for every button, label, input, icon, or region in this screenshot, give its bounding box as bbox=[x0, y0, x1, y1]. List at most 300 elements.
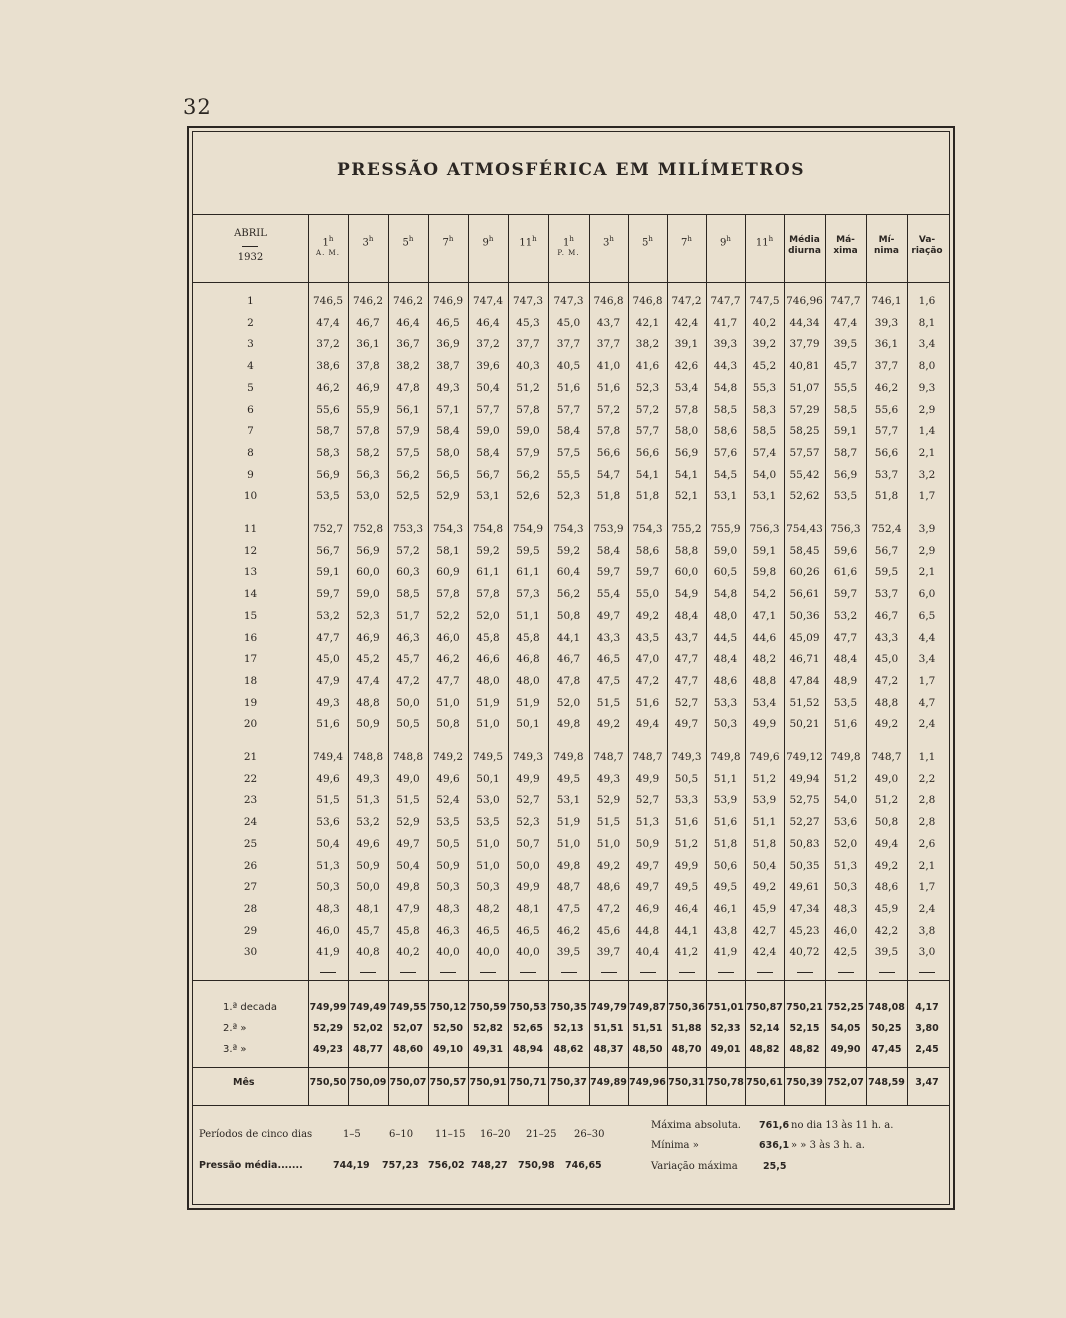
table-cell: 41,7 bbox=[713, 316, 738, 329]
table-cell: 49,6 bbox=[436, 772, 460, 785]
hour-label: 11 bbox=[519, 237, 533, 249]
table-cell: 59,0 bbox=[356, 588, 380, 601]
day-label: 29 bbox=[243, 924, 258, 937]
hour-suffix: h bbox=[687, 235, 692, 243]
table-cell: 45,0 bbox=[316, 653, 340, 666]
hour-header bbox=[388, 234, 428, 248]
table-cell: 51,5 bbox=[596, 696, 621, 709]
table-cell: 56,1 bbox=[396, 403, 420, 416]
table-cell: 753,9 bbox=[593, 523, 624, 535]
table-cell: 52,62 bbox=[789, 490, 820, 503]
table-cell: 52,9 bbox=[436, 490, 460, 503]
hour-label: 1 bbox=[322, 237, 329, 249]
decade-value: 749,55 bbox=[389, 1002, 427, 1013]
stat-header-line1: Mí- bbox=[878, 235, 895, 245]
table-cell: 49,7 bbox=[635, 859, 660, 872]
table-cell: 54,7 bbox=[596, 468, 621, 481]
table-cell: 48,8 bbox=[752, 674, 777, 687]
table-cell: 61,1 bbox=[476, 566, 500, 579]
table-cell: 47,7 bbox=[674, 674, 699, 687]
day-label: 14 bbox=[243, 588, 258, 601]
table-cell: 3,4 bbox=[918, 338, 936, 351]
table-cell: 45,8 bbox=[516, 631, 540, 644]
month-year-divider bbox=[242, 246, 258, 247]
decade-value: 48,50 bbox=[632, 1044, 663, 1055]
table-cell: 58,6 bbox=[635, 544, 660, 557]
table-cell: 46,2 bbox=[556, 924, 581, 937]
table-cell: 2,1 bbox=[918, 446, 936, 459]
hour-suffix: h bbox=[408, 235, 414, 243]
hour-suffix: h bbox=[532, 235, 537, 243]
hour-header bbox=[468, 234, 508, 248]
table-cell: 49,5 bbox=[713, 881, 738, 894]
table-cell: 51,6 bbox=[713, 816, 738, 829]
table-cell: 39,7 bbox=[596, 946, 621, 959]
month-value: 750,07 bbox=[389, 1077, 427, 1088]
table-cell: 38,7 bbox=[436, 360, 460, 373]
table-cell: 49,9 bbox=[516, 772, 540, 785]
table-cell: 57,8 bbox=[516, 403, 540, 416]
table-cell: 49,94 bbox=[789, 772, 820, 785]
table-cell: 51,2 bbox=[874, 794, 899, 807]
table-cell: 54,5 bbox=[713, 468, 738, 481]
table-cell: 49,8 bbox=[556, 859, 581, 872]
table-cell: 51,2 bbox=[752, 772, 777, 785]
table-cell: 54,9 bbox=[674, 588, 699, 601]
table-cell: 37,7 bbox=[516, 338, 540, 351]
hour-suffix: h bbox=[569, 235, 574, 243]
table-cell: 57,3 bbox=[516, 588, 540, 601]
table-cell: 54,1 bbox=[635, 468, 660, 481]
day-label: 2 bbox=[247, 316, 254, 329]
table-cell: 46,7 bbox=[556, 653, 581, 666]
table-cell: 56,9 bbox=[316, 468, 340, 481]
table-cell: 53,9 bbox=[752, 794, 777, 807]
table-cell: 46,7 bbox=[874, 609, 899, 622]
table-cell: 59,7 bbox=[635, 566, 660, 579]
decade-value: 749,99 bbox=[309, 1002, 347, 1013]
table-cell: 4,7 bbox=[918, 696, 936, 709]
month-value: 749,89 bbox=[590, 1077, 627, 1088]
table-cell: 748,7 bbox=[632, 751, 663, 763]
table-cell: 43,5 bbox=[635, 631, 660, 644]
table-cell: 44,3 bbox=[713, 360, 738, 373]
table-cell: 50,3 bbox=[476, 881, 500, 894]
table-cell: 46,5 bbox=[476, 924, 500, 937]
table-cell: 57,8 bbox=[674, 403, 699, 416]
month-value: 750,39 bbox=[786, 1077, 823, 1088]
table-cell: 50,83 bbox=[789, 837, 820, 850]
table-cell: 46,5 bbox=[516, 924, 540, 937]
table-cell: 43,3 bbox=[596, 631, 621, 644]
table-cell: 51,5 bbox=[316, 794, 340, 807]
table-cell: 45,23 bbox=[789, 924, 820, 937]
table-cell: 59,7 bbox=[833, 588, 858, 601]
table-cell: 51,2 bbox=[833, 772, 858, 785]
table-cell: 51,0 bbox=[476, 718, 500, 731]
table-cell: 38,2 bbox=[396, 360, 420, 373]
table-cell: 45,2 bbox=[752, 360, 777, 373]
table-cell: 52,4 bbox=[436, 794, 460, 807]
table-cell: 39,2 bbox=[752, 338, 777, 351]
table-cell: 50,1 bbox=[476, 772, 500, 785]
table-cell: 48,4 bbox=[713, 653, 738, 666]
table-cell: 58,6 bbox=[713, 425, 738, 438]
table-cell: 37,2 bbox=[476, 338, 500, 351]
mean-value: 746,65 bbox=[565, 1160, 602, 1171]
table-cell: 3,8 bbox=[918, 924, 936, 937]
table-cell: 49,2 bbox=[752, 881, 777, 894]
table-cell: 36,1 bbox=[874, 338, 899, 351]
table-cell: 6,5 bbox=[918, 609, 936, 622]
hour-header bbox=[348, 234, 388, 248]
decade-value: 51,51 bbox=[632, 1023, 663, 1034]
table-cell: 51,2 bbox=[516, 381, 540, 394]
table-cell: 59,5 bbox=[516, 544, 540, 557]
table-cell: 45,09 bbox=[789, 631, 820, 644]
empty-dash bbox=[360, 972, 376, 973]
table-cell: 57,2 bbox=[596, 403, 621, 416]
table-cell: 40,0 bbox=[516, 946, 540, 959]
table-cell: 58,25 bbox=[789, 425, 820, 438]
table-cell: 55,42 bbox=[789, 468, 820, 481]
table-cell: 8,0 bbox=[918, 360, 936, 373]
table-cell: 1,7 bbox=[918, 881, 936, 894]
table-cell: 53,1 bbox=[556, 794, 581, 807]
table-cell: 2,8 bbox=[918, 816, 936, 829]
table-cell: 49,3 bbox=[436, 381, 460, 394]
table-cell: 53,4 bbox=[752, 696, 777, 709]
table-cell: 49,0 bbox=[874, 772, 899, 785]
month-value: 750,50 bbox=[309, 1077, 347, 1088]
table-cell: 40,3 bbox=[516, 360, 540, 373]
stat-header bbox=[866, 235, 907, 257]
table-cell: 50,4 bbox=[476, 381, 500, 394]
table-cell: 39,3 bbox=[713, 338, 738, 351]
table-cell: 41,2 bbox=[674, 946, 699, 959]
table-cell: 39,5 bbox=[833, 338, 858, 351]
period-range: 16–20 bbox=[480, 1129, 511, 1140]
table-cell: 42,6 bbox=[674, 360, 699, 373]
table-cell: 61,1 bbox=[516, 566, 540, 579]
stat-header-line1: Média bbox=[789, 235, 820, 245]
table-cell: 58,4 bbox=[596, 544, 621, 557]
table-cell: 748,8 bbox=[392, 751, 424, 763]
hour-suffix: h bbox=[368, 235, 374, 243]
empty-dash bbox=[640, 972, 656, 973]
month-value: 752,07 bbox=[827, 1077, 864, 1088]
table-cell: 56,3 bbox=[356, 468, 380, 481]
table-cell: 47,0 bbox=[635, 653, 660, 666]
table-cell: 747,2 bbox=[671, 295, 702, 307]
table-cell: 51,6 bbox=[596, 381, 621, 394]
decade-value: 50,25 bbox=[871, 1023, 902, 1034]
table-cell: 59,0 bbox=[713, 544, 738, 557]
table-cell: 49,7 bbox=[635, 881, 660, 894]
table-cell: 40,0 bbox=[476, 946, 500, 959]
year-header: 1932 bbox=[237, 252, 264, 263]
table-cell: 53,7 bbox=[874, 588, 899, 601]
table-cell: 46,0 bbox=[316, 924, 340, 937]
table-cell: 56,2 bbox=[396, 468, 420, 481]
table-cell: 47,7 bbox=[833, 631, 858, 644]
table-cell: 749,3 bbox=[512, 751, 544, 763]
table-cell: 59,1 bbox=[833, 425, 858, 438]
decade-value: 52,50 bbox=[432, 1023, 464, 1034]
decade-value: 54,05 bbox=[830, 1023, 861, 1034]
table-cell: 60,0 bbox=[356, 566, 380, 579]
decade-value: 52,82 bbox=[472, 1023, 504, 1034]
table-cell: 49,3 bbox=[596, 772, 621, 785]
hour-label: 5 bbox=[642, 237, 649, 249]
table-cell: 37,79 bbox=[789, 338, 820, 351]
decade-value: 52,15 bbox=[789, 1023, 820, 1034]
table-cell: 45,3 bbox=[516, 316, 540, 329]
abs-min-label: Mínima » bbox=[651, 1140, 699, 1151]
table-cell: 50,5 bbox=[674, 772, 699, 785]
table-cell: 52,3 bbox=[556, 490, 581, 503]
empty-dash bbox=[561, 972, 577, 973]
table-cell: 48,9 bbox=[833, 674, 858, 687]
table-cell: 48,6 bbox=[596, 881, 621, 894]
table-cell: 756,3 bbox=[830, 523, 861, 535]
stat-header bbox=[784, 235, 825, 257]
table-cell: 57,7 bbox=[556, 403, 581, 416]
table-cell: 57,57 bbox=[789, 446, 820, 459]
table-cell: 50,3 bbox=[436, 881, 460, 894]
table-cell: 746,8 bbox=[632, 295, 663, 307]
table-cell: 749,8 bbox=[553, 751, 584, 763]
table-cell: 49,8 bbox=[556, 718, 581, 731]
table-cell: 43,7 bbox=[674, 631, 699, 644]
table-cell: 58,8 bbox=[674, 544, 699, 557]
table-cell: 46,9 bbox=[356, 631, 380, 644]
table-cell: 46,7 bbox=[356, 316, 380, 329]
table-cell: 51,5 bbox=[396, 794, 420, 807]
table-cell: 6,0 bbox=[918, 588, 936, 601]
hour-suffix: h bbox=[328, 235, 334, 243]
table-cell: 50,8 bbox=[874, 816, 899, 829]
day-label: 30 bbox=[243, 946, 258, 959]
decade-value: 49,01 bbox=[710, 1044, 741, 1055]
table-cell: 57,1 bbox=[436, 403, 460, 416]
table-cell: 754,3 bbox=[632, 523, 663, 535]
table-cell: 749,6 bbox=[749, 751, 780, 763]
table-cell: 747,3 bbox=[512, 295, 544, 307]
table-cell: 55,6 bbox=[874, 403, 899, 416]
table-cell: 51,9 bbox=[516, 696, 540, 709]
table-cell: 54,8 bbox=[713, 381, 738, 394]
empty-dash bbox=[601, 972, 617, 973]
abs-min-desc: » » 3 às 3 h. a. bbox=[791, 1140, 865, 1151]
table-cell: 40,8 bbox=[356, 946, 380, 959]
stat-header bbox=[907, 235, 947, 257]
mean-value: 750,98 bbox=[518, 1160, 555, 1171]
table-cell: 49,7 bbox=[674, 718, 699, 731]
table-cell: 57,2 bbox=[635, 403, 660, 416]
table-cell: 59,2 bbox=[556, 544, 581, 557]
table-cell: 51,3 bbox=[316, 859, 340, 872]
table-cell: 48,0 bbox=[476, 674, 500, 687]
table-cell: 46,5 bbox=[436, 316, 460, 329]
table-cell: 47,7 bbox=[316, 631, 340, 644]
hour-suffix: h bbox=[448, 235, 454, 243]
table-cell: 46,1 bbox=[713, 902, 738, 915]
table-cell: 45,8 bbox=[476, 631, 500, 644]
table-cell: 60,26 bbox=[789, 566, 820, 579]
table-cell: 52,3 bbox=[635, 381, 660, 394]
table-cell: 50,9 bbox=[436, 859, 460, 872]
table-cell: 43,7 bbox=[596, 316, 621, 329]
table-cell: 2,1 bbox=[918, 566, 936, 579]
table-cell: 58,5 bbox=[713, 403, 738, 416]
table-cell: 48,6 bbox=[713, 674, 738, 687]
table-cell: 48,8 bbox=[874, 696, 899, 709]
table-cell: 36,7 bbox=[396, 338, 420, 351]
table-cell: 53,2 bbox=[356, 816, 380, 829]
decade-value: 752,25 bbox=[827, 1002, 864, 1013]
period-range: 1–5 bbox=[343, 1129, 361, 1140]
table-cell: 4,4 bbox=[918, 631, 936, 644]
table-cell: 755,2 bbox=[671, 523, 702, 535]
day-label: 13 bbox=[243, 566, 258, 579]
mean-value: 748,27 bbox=[471, 1160, 508, 1171]
table-cell: 754,9 bbox=[512, 523, 544, 535]
table-cell: 56,9 bbox=[833, 468, 858, 481]
table-cell: 46,4 bbox=[674, 902, 699, 915]
decade-value: 750,21 bbox=[786, 1002, 823, 1013]
decade-value: 48,77 bbox=[352, 1044, 384, 1055]
day-label: 18 bbox=[243, 674, 258, 687]
table-cell: 51,8 bbox=[635, 490, 660, 503]
table-cell: 59,0 bbox=[516, 425, 540, 438]
table-cell: 752,7 bbox=[312, 523, 344, 535]
table-cell: 45,0 bbox=[874, 653, 899, 666]
table-cell: 53,5 bbox=[436, 816, 460, 829]
table-cell: 48,8 bbox=[356, 696, 380, 709]
table-cell: 58,5 bbox=[752, 425, 777, 438]
table-cell: 3,0 bbox=[918, 946, 936, 959]
table-cell: 53,7 bbox=[874, 468, 899, 481]
table-cell: 52,5 bbox=[396, 490, 420, 503]
page-title: PRESSÃO ATMOSFÉRICA EM MILÍMETROS bbox=[336, 160, 806, 180]
table-cell: 58,45 bbox=[789, 544, 820, 557]
table-cell: 3,2 bbox=[918, 468, 936, 481]
decade-value: 51,51 bbox=[593, 1023, 624, 1034]
table-cell: 56,9 bbox=[356, 544, 380, 557]
decade-value: 750,35 bbox=[550, 1002, 587, 1013]
table-cell: 56,5 bbox=[436, 468, 460, 481]
table-cell: 49,9 bbox=[635, 772, 660, 785]
table-cell: 754,43 bbox=[786, 523, 823, 535]
table-cell: 1,4 bbox=[918, 425, 936, 438]
table-cell: 46,0 bbox=[833, 924, 858, 937]
empty-dash bbox=[400, 972, 416, 973]
table-cell: 49,2 bbox=[874, 859, 899, 872]
table-cell: 49,9 bbox=[516, 881, 540, 894]
table-cell: 57,7 bbox=[635, 425, 660, 438]
month-value: 750,91 bbox=[469, 1077, 507, 1088]
table-cell: 47,5 bbox=[556, 902, 581, 915]
abs-min-value: 636,1 bbox=[759, 1140, 790, 1151]
hour-label: 11 bbox=[755, 237, 769, 249]
table-cell: 2,4 bbox=[918, 718, 936, 731]
table-cell: 53,1 bbox=[752, 490, 777, 503]
table-cell: 50,4 bbox=[396, 859, 420, 872]
table-cell: 51,2 bbox=[674, 837, 699, 850]
table-cell: 50,0 bbox=[516, 859, 540, 872]
table-cell: 59,5 bbox=[874, 566, 899, 579]
day-label: 23 bbox=[243, 794, 258, 807]
table-cell: 49,3 bbox=[316, 696, 340, 709]
table-cell: 56,7 bbox=[316, 544, 340, 557]
table-cell: 45,8 bbox=[396, 924, 420, 937]
table-cell: 47,8 bbox=[396, 381, 420, 394]
month-value: 749,96 bbox=[629, 1077, 666, 1088]
table-cell: 2,9 bbox=[918, 403, 936, 416]
table-cell: 43,3 bbox=[874, 631, 899, 644]
stat-header-line2: xima bbox=[833, 246, 858, 256]
empty-dash bbox=[757, 972, 773, 973]
table-cell: 48,0 bbox=[516, 674, 540, 687]
table-cell: 50,9 bbox=[356, 859, 380, 872]
table-cell: 51,6 bbox=[833, 718, 858, 731]
table-cell: 48,1 bbox=[356, 902, 380, 915]
table-cell: 40,4 bbox=[635, 946, 660, 959]
decade-value: 750,59 bbox=[469, 1002, 507, 1013]
day-label: 11 bbox=[243, 523, 258, 535]
table-cell: 50,6 bbox=[713, 859, 738, 872]
decade-value: 750,36 bbox=[668, 1002, 705, 1013]
table-cell: 52,7 bbox=[516, 794, 540, 807]
table-cell: 49,3 bbox=[356, 772, 380, 785]
table-cell: 50,8 bbox=[436, 718, 460, 731]
table-cell: 47,4 bbox=[316, 316, 340, 329]
table-cell: 52,27 bbox=[789, 816, 820, 829]
table-cell: 58,1 bbox=[436, 544, 460, 557]
table-cell: 46,71 bbox=[789, 653, 820, 666]
table-cell: 746,5 bbox=[312, 295, 344, 307]
empty-dash bbox=[718, 972, 734, 973]
table-cell: 57,7 bbox=[476, 403, 500, 416]
empty-dash bbox=[879, 972, 895, 973]
table-cell: 41,9 bbox=[713, 946, 738, 959]
table-cell: 46,0 bbox=[436, 631, 460, 644]
table-cell: 2,9 bbox=[918, 544, 936, 557]
table-cell: 746,9 bbox=[432, 295, 464, 307]
table-cell: 36,9 bbox=[436, 338, 460, 351]
table-cell: 37,7 bbox=[556, 338, 581, 351]
table-cell: 56,6 bbox=[596, 446, 621, 459]
table-cell: 749,2 bbox=[432, 751, 464, 763]
table-inner bbox=[192, 131, 950, 1205]
table-cell: 48,4 bbox=[833, 653, 858, 666]
table-cell: 53,6 bbox=[316, 816, 340, 829]
table-cell: 49,5 bbox=[674, 881, 699, 894]
table-cell: 49,61 bbox=[789, 881, 820, 894]
table-cell: 50,3 bbox=[713, 718, 738, 731]
table-cell: 46,4 bbox=[476, 316, 500, 329]
table-cell: 59,8 bbox=[752, 566, 777, 579]
table-cell: 57,7 bbox=[874, 425, 899, 438]
table-cell: 51,1 bbox=[752, 816, 777, 829]
table-cell: 746,8 bbox=[593, 295, 624, 307]
table-cell: 47,2 bbox=[396, 674, 420, 687]
table-cell: 56,7 bbox=[476, 468, 500, 481]
table-cell: 49,2 bbox=[596, 718, 621, 731]
table-cell: 50,7 bbox=[516, 837, 540, 850]
table-cell: 59,7 bbox=[596, 566, 621, 579]
